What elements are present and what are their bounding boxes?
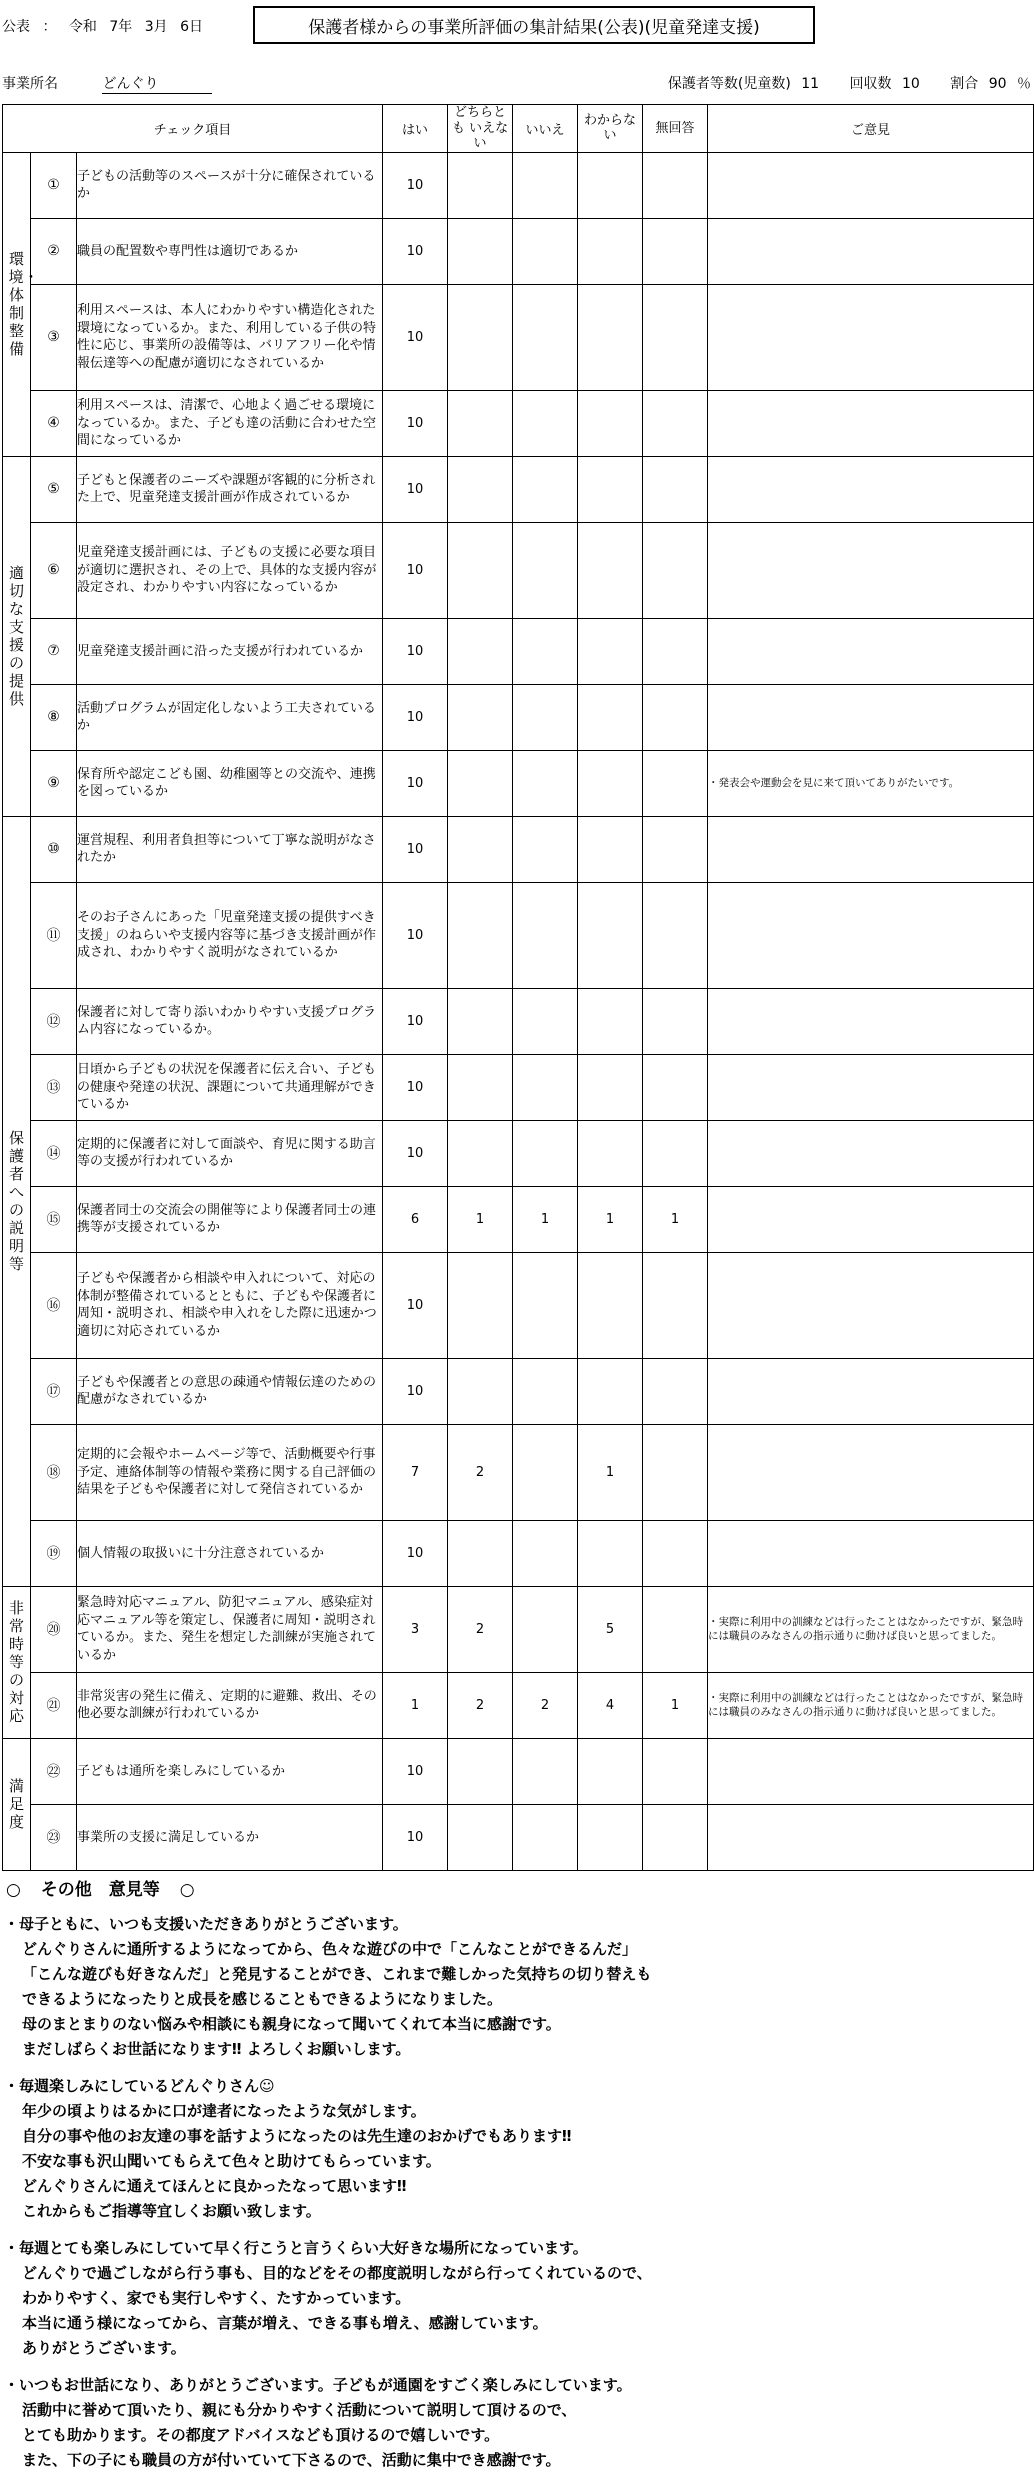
count-yes: 10 [383,1804,448,1870]
count-no-answer [643,1120,708,1186]
count-neither [448,284,513,390]
table-row [3,988,1034,1054]
response-count: 10 [901,76,920,92]
count-neither [448,750,513,816]
opinion-line: とても助かります。その都度アドバイスなども頂けるので嬉しいです。 [22,2426,500,2444]
table-row [3,750,1034,816]
count-unknown [578,522,643,618]
item-number: ③ [31,284,77,390]
table-row [3,390,1034,456]
count-yes: 10 [383,522,448,618]
count-yes: 10 [383,750,448,816]
count-unknown: 1 [578,1186,643,1252]
opinion-text [708,1738,1034,1804]
check-item-text: 児童発達支援計画には、子どもの支援に必要な項目が適切に選択され、その上で、具体的な支援内容が設定され、わかりやすい内容になっているか [77,522,383,618]
check-item-text: 定期的に保護者に対して面談や、育児に関する助言等の支援が行われているか [77,1120,383,1186]
category-label: 保護者への説明等 [3,816,31,1586]
opinion-paragraph [4,2373,1031,2473]
item-number: ④ [31,390,77,456]
count-no [513,1586,578,1672]
count-neither [448,522,513,618]
col-yes: はい [383,105,448,153]
item-number: ① [31,152,77,218]
count-unknown: 5 [578,1586,643,1672]
item-number: ⑨ [31,750,77,816]
count-yes: 10 [383,1738,448,1804]
count-no-answer [643,284,708,390]
item-number: ⑳ [31,1586,77,1672]
era: 令和 [68,19,97,35]
count-neither [448,1252,513,1358]
opinion-line: どんぐりさんに通所するようになってから、色々な遊びの中で「こんなことができるんだ」 [22,1940,638,1958]
table-row [3,618,1034,684]
count-no [513,1738,578,1804]
office-name [2,73,212,94]
opinion-text [708,1804,1034,1870]
opinion-line: 母のまとまりのない悩みや相談にも親身になって聞いてくれて本当に感謝です。 [22,2015,561,2033]
count-unknown [578,1054,643,1120]
count-no-answer [643,882,708,988]
ratio-label: 割合 [950,76,979,92]
count-neither: 1 [448,1186,513,1252]
check-item-text: 職員の配置数や専門性は適切であるか [77,218,383,284]
circle-mark-right: ○ [179,1880,195,1900]
item-number: ⑤ [31,456,77,522]
count-yes: 10 [383,1054,448,1120]
count-no-answer: 1 [643,1186,708,1252]
count-neither [448,1120,513,1186]
opinion-text [708,390,1034,456]
count-no [513,1424,578,1520]
opinion-text [708,988,1034,1054]
count-yes: 10 [383,390,448,456]
opinion-line: また、下の子にも職員の方が付いていて下さるので、活動に集中でき感謝です。 [22,2451,561,2469]
count-unknown [578,1358,643,1424]
count-unknown [578,816,643,882]
count-unknown [578,284,643,390]
other-opinions-section [4,1875,1031,2485]
item-number: ② [31,218,77,284]
count-no [513,750,578,816]
count-no-answer: 1 [643,1672,708,1738]
guardian-count-label: 保護者等数(児童数) [667,76,791,92]
count-no-answer [643,1586,708,1672]
count-neither [448,1738,513,1804]
item-number: ⑦ [31,618,77,684]
opinion-text [708,1186,1034,1252]
count-no-answer [643,1424,708,1520]
count-yes: 7 [383,1424,448,1520]
count-no-answer [643,152,708,218]
ratio-unit: ％ [1017,76,1031,92]
count-no-answer [643,456,708,522]
col-no-answer: 無回答 [643,105,708,153]
colon: ： [42,19,57,35]
count-no-answer [643,816,708,882]
count-neither [448,1804,513,1870]
count-neither [448,152,513,218]
publication-date [2,16,211,36]
count-neither [448,1054,513,1120]
count-no [513,618,578,684]
opinion-text [708,1054,1034,1120]
count-no [513,522,578,618]
count-no-answer [643,684,708,750]
opinion-text [708,618,1034,684]
check-item-text: 活動プログラムが固定化しないよう工夫されているか [77,684,383,750]
opinion-line: まだしばらくお世話になります‼ よろしくお願いします。 [22,2040,411,2058]
response-stats [662,73,1031,93]
count-neither [448,390,513,456]
count-unknown [578,1252,643,1358]
opinion-line: ・毎週とても楽しみにしていて早く行こうと言うくらい大好きな場所になっています。 [4,2239,588,2257]
table-row [3,816,1034,882]
count-no: 2 [513,1672,578,1738]
opinion-line: 年少の頃よりはるかに口が達者になったような気がします。 [22,2102,426,2120]
item-number: ⑥ [31,522,77,618]
count-no-answer [643,218,708,284]
count-yes: 10 [383,456,448,522]
opinion-text [708,684,1034,750]
opinion-paragraph [4,2074,1031,2224]
count-unknown: 1 [578,1424,643,1520]
table-row [3,1738,1034,1804]
opinion-line: どんぐりさんに通えてほんとに良かったなって思います‼ [22,2177,407,2195]
check-item-text: 児童発達支援計画に沿った支援が行われているか [77,618,383,684]
opinion-line: これからもご指導等宜しくお願い致します。 [22,2202,321,2220]
count-neither [448,684,513,750]
count-no-answer [643,1054,708,1120]
check-item-text: 運営規程、利用者負担等について丁寧な説明がなされたか [77,816,383,882]
opinion-paragraph [4,1912,1031,2062]
count-no [513,218,578,284]
table-row [3,284,1034,390]
count-no-answer [643,1804,708,1870]
table-row [3,152,1034,218]
opinion-text [708,1252,1034,1358]
guardian-count: 11 [801,76,820,92]
count-yes: 10 [383,152,448,218]
opinion-line: わかりやすく、家でも実行しやすく、たすかっています。 [22,2289,411,2307]
count-no [513,684,578,750]
item-number: ㉓ [31,1804,77,1870]
count-no [513,1358,578,1424]
item-number: ⑯ [31,1252,77,1358]
check-item-text: 日頃から子どもの状況を保護者に伝え合い、子どもの健康や発達の状況、課題について共通理解ができているか [77,1054,383,1120]
count-yes: 6 [383,1186,448,1252]
check-item-text: 保育所や認定こども園、幼稚園等との交流や、連携を図っているか [77,750,383,816]
count-yes: 3 [383,1586,448,1672]
table-row [3,1054,1034,1120]
count-neither: 2 [448,1586,513,1672]
count-yes: 10 [383,988,448,1054]
item-number: ⑲ [31,1520,77,1586]
opinion-text [708,218,1034,284]
table-header-row [3,105,1034,153]
check-item-text: 子どもや保護者との意思の疎通や情報伝達のための配慮がなされているか [77,1358,383,1424]
opinion-text: ・実際に利用中の訓練などは行ったことはなかったですが、緊急時には職員のみなさんの指示通りに動けば良いと思ってました。 [708,1672,1034,1738]
count-yes: 10 [383,1520,448,1586]
count-no [513,1520,578,1586]
circle-mark-left: ○ [6,1880,21,1900]
check-item-text: 定期的に会報やホームページ等で、活動概要や行事予定、連絡体制等の情報や業務に関する自己評価の結果を子どもや保護者に対して発信されているか [77,1424,383,1520]
count-neither: 2 [448,1424,513,1520]
category-label: 環境・体制整備 [3,152,31,456]
document-title: 保護者様からの事業所評価の集計結果(公表)(児童発達支援) [253,6,815,44]
table-row [3,1672,1034,1738]
count-yes: 1 [383,1672,448,1738]
count-unknown [578,1738,643,1804]
count-unknown [578,988,643,1054]
count-no-answer [643,522,708,618]
table-row [3,882,1034,988]
check-item-text: 利用スペースは、清潔で、心地よく過ごせる環境になっているか。また、子ども達の活動に合わせた空間になっているか [77,390,383,456]
opinion-line: ・毎週楽しみにしているどんぐりさん☺ [4,2077,275,2095]
evaluation-table [2,104,1034,1871]
table-row [3,684,1034,750]
table-row [3,1520,1034,1586]
count-yes: 10 [383,618,448,684]
opinion-text: ・実際に利用中の訓練などは行ったことはなかったですが、緊急時には職員のみなさんの指示通りに動けば良いと思ってました。 [708,1586,1034,1672]
count-unknown [578,618,643,684]
col-check: チェック項目 [3,105,383,153]
opinion-line: できるようになったりと成長を感じることもできるようになりました。 [22,1990,503,2008]
category-label: 適切な支援の提供 [3,456,31,816]
count-no [513,882,578,988]
count-yes: 10 [383,1358,448,1424]
item-number: ⑬ [31,1054,77,1120]
check-item-text: 保護者に対して寄り添いわかりやすい支援プログラム内容になっているか。 [77,988,383,1054]
item-number: ㉑ [31,1672,77,1738]
count-no-answer [643,1252,708,1358]
count-unknown [578,684,643,750]
count-no [513,456,578,522]
count-neither [448,456,513,522]
check-item-text: 非常災害の発生に備え、定期的に避難、救出、その他必要な訓練が行われているか [77,1672,383,1738]
other-opinions-heading [6,1875,1031,1900]
item-number: ⑪ [31,882,77,988]
count-no-answer [643,988,708,1054]
count-unknown [578,882,643,988]
count-no [513,152,578,218]
count-unknown [578,750,643,816]
count-unknown [578,218,643,284]
count-no-answer [643,1520,708,1586]
check-item-text: 子どもの活動等のスペースが十分に確保されているか [77,152,383,218]
check-item-text: 利用スペースは、本人にわかりやすい構造化された環境になっているか。また、利用している子供の特性に応じ、事業所の設備等は、バリアフリー化や情報伝達等への配慮が適切になされているか [77,284,383,390]
month: 3月 [144,19,168,35]
opinion-line: 「こんな遊びも好きなんだ」と発見することができ、これまで難しかった気持ちの切り替えも [22,1965,652,1983]
check-item-text: 子どもは通所を楽しみにしているか [77,1738,383,1804]
count-unknown [578,1520,643,1586]
office-label: 事業所名 [2,76,58,92]
opinion-line: どんぐりで過ごしながら行う事も、目的などをその都度説明しながら行ってくれているので、 [22,2264,652,2282]
ratio-value: 90 [988,76,1007,92]
col-no: いいえ [513,105,578,153]
opinion-line: 自分の事や他のお友達の事を話すようになったのは先生達のおかげでもあります‼ [22,2127,572,2145]
count-no [513,1252,578,1358]
count-yes: 10 [383,1252,448,1358]
col-neither: どちらとも いえない [448,105,513,153]
count-unknown [578,1120,643,1186]
count-neither [448,618,513,684]
table-row [3,1252,1034,1358]
count-no [513,816,578,882]
check-item-text: 保護者同士の交流会の開催等により保護者同士の連携等が支援されているか [77,1186,383,1252]
table-row [3,1120,1034,1186]
count-no-answer [643,1358,708,1424]
count-no-answer [643,390,708,456]
count-unknown [578,1804,643,1870]
table-row [3,456,1034,522]
count-yes: 10 [383,218,448,284]
count-unknown [578,456,643,522]
col-opinion: ご意見 [708,105,1034,153]
table-row [3,1586,1034,1672]
opinion-text [708,284,1034,390]
check-item-text: そのお子さんにあった「児童発達支援の提供すべき支援」のねらいや支援内容等に基づき支援計画が作成され、わかりやすく説明がなされているか [77,882,383,988]
count-neither: 2 [448,1672,513,1738]
opinion-text [708,1520,1034,1586]
opinion-line: ・いつもお世話になり、ありがとうございます。子どもが通園をすごく楽しみにしています。 [4,2376,632,2394]
opinion-line: ありがとうございます。 [22,2339,186,2357]
count-no-answer [643,618,708,684]
opinion-text [708,152,1034,218]
item-number: ⑮ [31,1186,77,1252]
opinion-text [708,1424,1034,1520]
count-unknown [578,152,643,218]
count-neither [448,882,513,988]
count-yes: 10 [383,816,448,882]
count-neither [448,988,513,1054]
table-row [3,1804,1034,1870]
opinion-text [708,1120,1034,1186]
table-row [3,1424,1034,1520]
opinion-paragraph [4,2236,1031,2361]
count-neither [448,218,513,284]
count-yes: 10 [383,1120,448,1186]
count-no [513,284,578,390]
count-neither [448,1520,513,1586]
opinion-line: 本当に通う様になってから、言葉が増え、できる事も増え、感謝しています。 [22,2314,548,2332]
count-no-answer [643,750,708,816]
count-no [513,1054,578,1120]
opinion-text [708,882,1034,988]
count-no [513,988,578,1054]
office-name-value: どんぐり [102,73,212,94]
category-label: 満足度 [3,1738,31,1870]
document-header [0,0,1035,70]
item-number: ⑧ [31,684,77,750]
count-yes: 10 [383,684,448,750]
item-number: ⑱ [31,1424,77,1520]
count-no-answer [643,1738,708,1804]
opinion-text: ・発表会や運動会を見に来て頂いてありがたいです。 [708,750,1034,816]
count-yes: 10 [383,284,448,390]
count-no [513,1120,578,1186]
table-row [3,522,1034,618]
opinion-text [708,816,1034,882]
count-no: 1 [513,1186,578,1252]
count-no [513,1804,578,1870]
item-number: ㉒ [31,1738,77,1804]
count-no [513,390,578,456]
check-item-text: 子どもや保護者から相談や申入れについて、対応の体制が整備されているとともに、子どもや保護者に周知・説明され、相談や申入れをした際に迅速かつ適切に対応されているか [77,1252,383,1358]
count-yes: 10 [383,882,448,988]
check-item-text: 事業所の支援に満足しているか [77,1804,383,1870]
table-row [3,1358,1034,1424]
category-label: 非常時等の対応 [3,1586,31,1738]
count-unknown [578,390,643,456]
day: 6日 [180,19,204,35]
response-label: 回収数 [849,76,892,92]
opinion-text [708,456,1034,522]
col-unknown: わからない [578,105,643,153]
opinion-line: 不安な事も沢山聞いてもらえて色々と助けてもらっています。 [22,2152,441,2170]
opinion-text [708,522,1034,618]
item-number: ⑫ [31,988,77,1054]
opinion-line: 活動中に誉めて頂いたり、親にも分かりやすく活動について説明して頂けるので、 [22,2401,577,2419]
check-item-text: 個人情報の取扱いに十分注意されているか [77,1520,383,1586]
item-number: ⑰ [31,1358,77,1424]
opinion-text [708,1358,1034,1424]
item-number: ⑭ [31,1120,77,1186]
other-heading-text: その他 意見等 [40,1880,160,1900]
count-unknown: 4 [578,1672,643,1738]
check-item-text: 緊急時対応マニュアル、防犯マニュアル、感染症対応マニュアル等を策定し、保護者に周知・説明されているか。また、発生を想定した訓練が実施されているか [77,1586,383,1672]
year: 7年 [109,19,133,35]
opinion-line: ・母子ともに、いつも支援いただきありがとうございます。 [4,1915,408,1933]
count-neither [448,1358,513,1424]
count-neither [448,816,513,882]
table-row [3,218,1034,284]
item-number: ⑩ [31,816,77,882]
table-row [3,1186,1034,1252]
check-item-text: 子どもと保護者のニーズや課題が客観的に分析された上で、児童発達支援計画が作成されているか [77,456,383,522]
public-label: 公表 [2,19,30,35]
